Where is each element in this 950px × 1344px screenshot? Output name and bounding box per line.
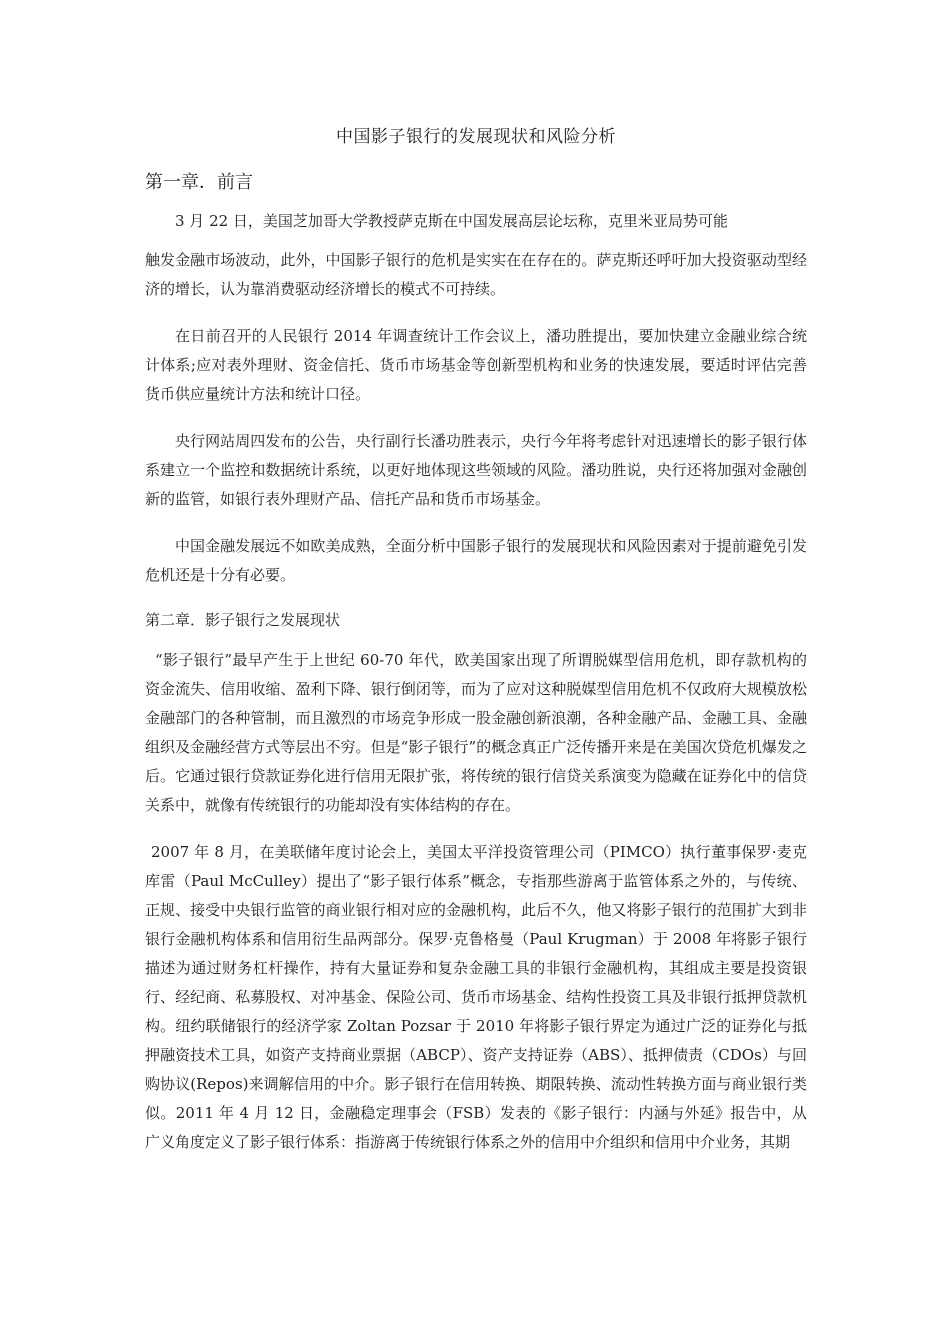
chapter-2-heading: 第二章．影子银行之发展现状 xyxy=(145,611,341,629)
chapter-1-paragraph-2: 触发金融市场波动，此外，中国影子银行的危机是实实在在存在的。萨克斯还呼吁加大投资驱动型经济的增长，认为靠消费驱动经济增长的模式不可持续。 xyxy=(145,251,807,298)
document-body xyxy=(145,123,807,1175)
chapter-1-paragraph-5: 中国金融发展远不如欧美成熟，全面分析中国影子银行的发展现状和风险因素对于提前避免引发危机还是十分有必要。 xyxy=(145,537,807,584)
chapter-1-paragraph-4: 央行网站周四发布的公告，央行副行长潘功胜表示，央行今年将考虑针对迅速增长的影子银行体系建立一个监控和数据统计系统，以更好地体现这些领域的风险。潘功胜说，央行还将加强对金融创新的监管，如银行表外理财产品、信托产品和货币市场基金。 xyxy=(145,432,807,508)
chapter-1-paragraph-1: 3 月 22 日，美国芝加哥大学教授萨克斯在中国发展高层论坛称，克里米亚局势可能 xyxy=(175,212,728,230)
chapter-2-paragraph-2: 2007 年 8 月，在美联储年度讨论会上，美国太平洋投资管理公司（PIMCO）执行董事保罗·麦克库雷（Paul McCulley）提出了“影子银行体系”概念，专指那些游离于监管体系之外的，与传统、正规、接受中央银行监管的商业银行相对应的金融机构，此后不久，他又将影子银行的范围扩大到非银行金融机构体系和信用衍生品两部分。保罗·克鲁格曼（Paul Krugman）于 2008 年将影子银行描述为通过财务杠杆操作，持有大量证券和复杂金融工具的非银行金融机构，其组成主要是投资银行、经纪商、私募股权、对冲基金、保险公司、货币市场基金、结构性投资工具及非银行抵押贷款机构。纽约联储银行的经济学家 Zoltan Pozsar 于 2010 年将影子银行界定为通过广泛的证券化与抵押融资技术工具，如资产支持商业票据（ABCP）、资产支持证券（ABS）、抵押债责（CDOs）与回购协议(Repos)来调解信用的中介。影子银行在信用转换、期限转换、流动性转换方面与商业银行类似。2011 年 4 月 12 日，金融稳定理事会（FSB）发表的《影子银行：内涵与外延》报告中，从广义角度定义了影子银行体系：指游离于传统银行体系之外的信用中介组织和信用中介业务，其期 xyxy=(145,843,807,1151)
chapter-1-paragraph-3: 在日前召开的人民银行 2014 年调查统计工作会议上，潘功胜提出，要加快建立金融业综合统计体系;应对表外理财、资金信托、货币市场基金等创新型机构和业务的快速发展，要适时评估完善货币供应量统计方法和统计口径。 xyxy=(145,327,807,403)
document-title: 中国影子银行的发展现状和风险分析 xyxy=(336,127,616,147)
chapter-1-heading: 第一章．前言 xyxy=(145,172,253,193)
chapter-2-paragraph-1: “影子银行”最早产生于上世纪 60-70 年代，欧美国家出现了所谓脱媒型信用危机，即存款机构的资金流失、信用收缩、盈利下降、银行倒闭等，而为了应对这种脱媒型信用危机不仅政府大规模放松金融部门的各种管制，而且激烈的市场竞争形成一股金融创新浪潮，各种金融产品、金融工具、金融组织及金融经营方式等层出不穷。但是“影子银行”的概念真正广泛传播开来是在美国次贷危机爆发之后。它通过银行贷款证券化进行信用无限扩张，将传统的银行信贷关系演变为隐藏在证券化中的信贷关系中，就像有传统银行的功能却没有实体结构的存在。 xyxy=(145,651,807,814)
